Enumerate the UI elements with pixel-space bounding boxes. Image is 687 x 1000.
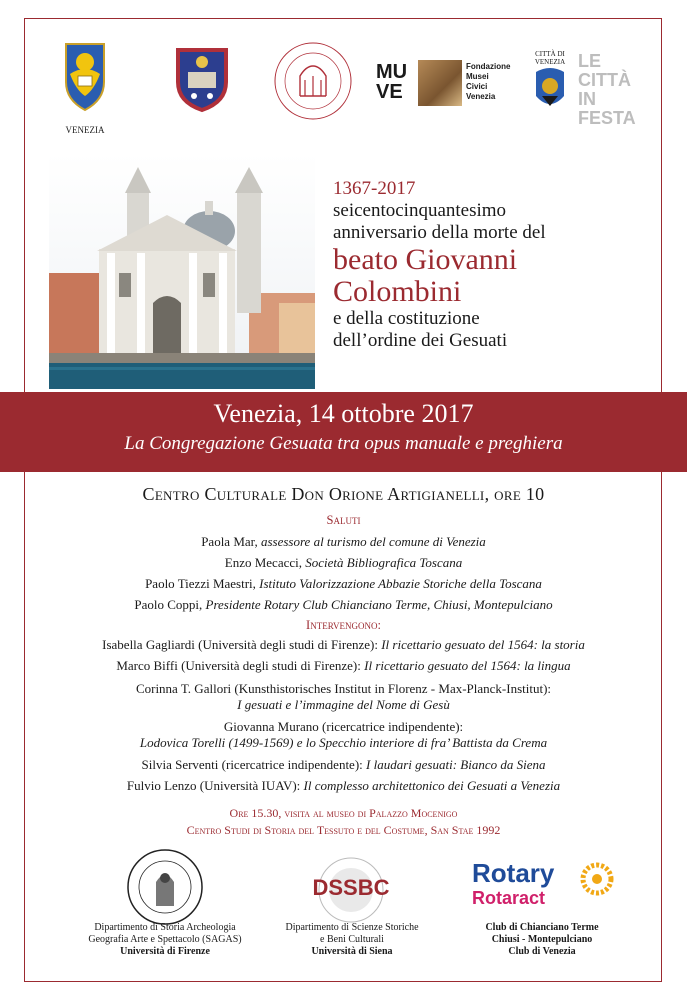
lion-emblem-icon	[530, 66, 570, 112]
rotary-wheel-icon	[580, 862, 614, 896]
speaker-item: Giovanna Murano (ricercatrice indipendente): Lodovica Torelli (1499-1569) e lo Specchio interiore di fra’ Battista da Crema	[139, 719, 548, 750]
speaker-item: Corinna T. Gallori (Kunsthistorisches Institut in Florenz - Max-Planck-Institut): I gesuati e l’immagine del Nome di Gesù	[135, 681, 552, 712]
years: 1367-2017	[333, 178, 416, 199]
title-name-1: beato Giovanni	[333, 243, 518, 276]
saluti-item: Paolo Tiezzi Maestri, Istituto Valorizzazione Abbazie Storiche della Toscana	[145, 576, 542, 591]
rotary-caption: Club di Chianciano Terme Chiusi - Montepulciano Club di Venezia	[485, 922, 599, 957]
siena-caption: Dipartimento di Scienze Storiche e Beni Culturali Università di Siena	[285, 922, 419, 957]
title-line-3: e della costituzione	[333, 308, 480, 329]
venue-heading: Centro Culturale Don Orione Artigianelli, ore 10	[142, 484, 545, 504]
florence-seal-logo	[126, 848, 204, 926]
event-title	[333, 178, 653, 352]
rotary-logo: Rotary Rotaract	[472, 858, 612, 918]
speaker-item: Isabella Gagliardi (Università degli studi di Firenze): Il ricettario gesuato del 1564: la storia	[102, 637, 585, 652]
title-name-2: Colombini	[333, 275, 462, 308]
fondazione-text: Fondazione Musei Civici Venezia	[466, 62, 511, 101]
university-crest-logo	[174, 42, 230, 114]
banner-date: Venezia, 14 ottobre 2017	[213, 399, 474, 428]
title-line-4: dell’ordine dei Gesuati	[333, 330, 508, 351]
citta-di-venezia-logo: CITTÀ DI VENEZIA	[530, 50, 570, 117]
siena-seal-logo: DSSBC	[306, 855, 396, 925]
fondazione-painting	[418, 60, 462, 106]
muve-logo: MU VE	[376, 61, 408, 103]
visit-line-1: Ore 15.30, visita al museo di Palazzo Mocenigo	[229, 806, 458, 820]
speaker-item: Marco Biffi (Università degli studi di Firenze): Il ricettario gesuato del 1564: la lingua	[116, 658, 571, 673]
date-banner	[0, 392, 687, 472]
church-photo	[49, 153, 315, 389]
banner-subtitle: La Congregazione Gesuata tra opus manuale e preghiera	[124, 433, 563, 454]
saluti-heading: Saluti	[326, 513, 361, 527]
speaker-item: Silvia Serventi (ricercatrice indipendente): I laudari gesuati: Bianco da Siena	[141, 757, 546, 772]
speaker-item: Fulvio Lenzo (Università IUAV): Il complesso architettonico dei Gesuati a Venezia	[126, 778, 561, 793]
visit-line-2: Centro Studi di Storia del Tessuto e del Costume, San Stae 1992	[186, 823, 501, 837]
intervengono-heading: Intervengono:	[306, 618, 381, 632]
firenze-caption: Dipartimento di Storia Archeologia Geografia Arte e Spettacolo (SAGAS) Università di Firenze	[88, 922, 242, 957]
venezia-lion-logo	[60, 38, 110, 120]
saluti-item: Enzo Mecacci, Società Bibliografica Toscana	[224, 555, 463, 570]
venezia-caption: VENEZIA	[65, 125, 105, 135]
title-line-2: anniversario della morte del	[333, 222, 546, 243]
title-line-1: seicentocinquantesimo	[333, 200, 507, 221]
saluti-item: Paola Mar, assessore al turismo del comune di Venezia	[201, 534, 486, 549]
le-citta-in-festa-logo: LE CITTÀ IN FESTA	[578, 51, 636, 128]
istituto-abbazie-logo	[272, 40, 354, 122]
saluti-item: Paolo Coppi, Presidente Rotary Club Chianciano Terme, Chiusi, Montepulciano	[134, 597, 553, 612]
